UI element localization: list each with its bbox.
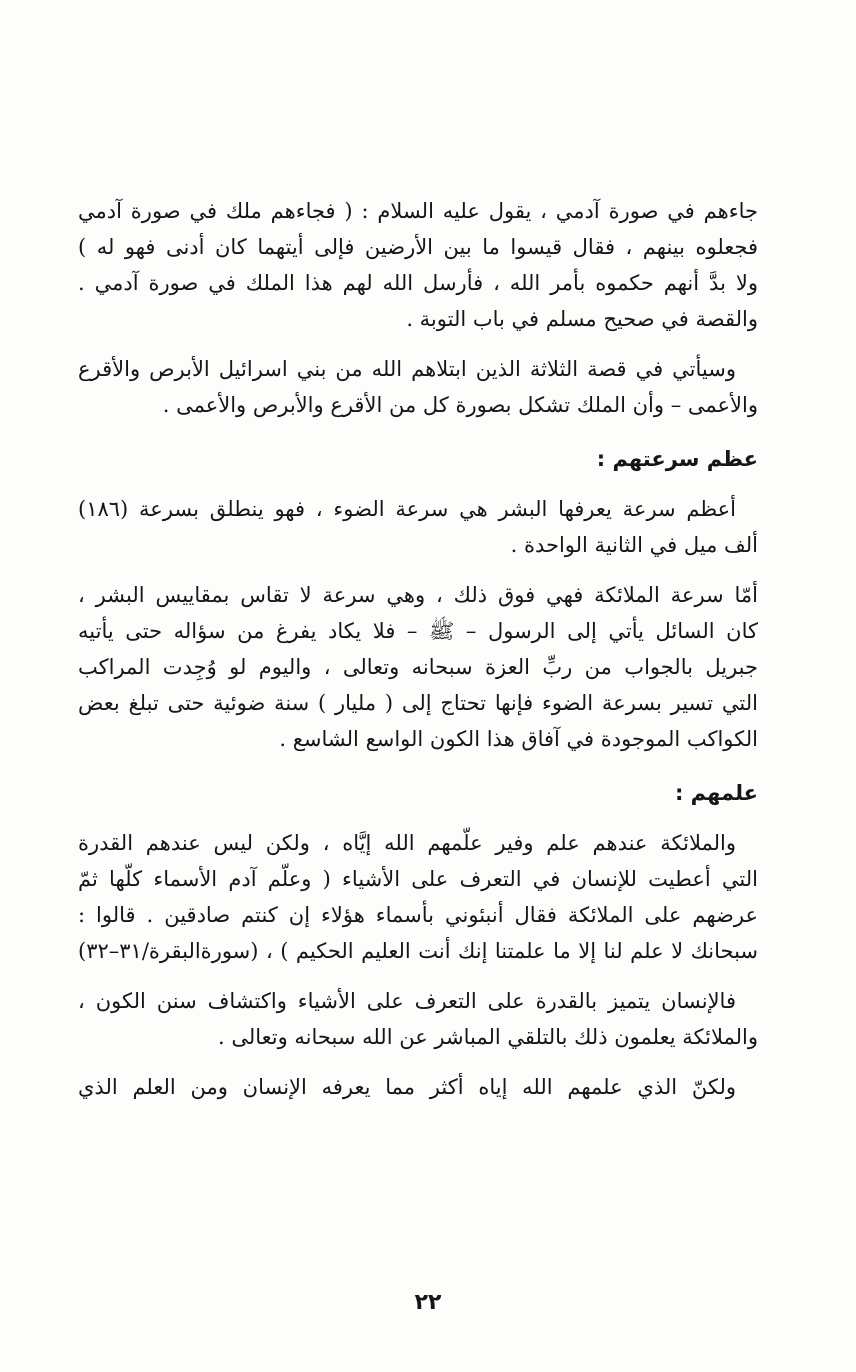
text-line: ولكنّ الذي علمهم الله إياه أكثر مما يعرفه الإنسان ومن العلم الذي (78, 1075, 736, 1099)
paragraph-light-speed (78, 491, 758, 563)
text-line: فالإنسان يتميز بالقدرة على التعرف على الأشياء واكتشاف سنن الكون ، (78, 989, 736, 1013)
text-line: كان السائل يأتي إلى الرسول – ﷺ – فلا يكاد يفرغ من سؤاله حتى يأتيه (78, 619, 758, 643)
text-line: وسيأتي في قصة الثلاثة الذين ابتلاهم الله من بني اسرائيل الأبرص والأقرع (78, 357, 736, 381)
text-line: ولا بدَّ أنهم حكموه بأمر الله ، فأرسل الله لهم هذا الملك في صورة آدمي . (78, 271, 758, 295)
text-line: والملائكة يعلمون ذلك بالتلقي المباشر عن الله سبحانه وتعالى . (217, 1025, 758, 1049)
paragraph-angels-knowledge (78, 825, 758, 969)
text-line: والملائكة عندهم علم وفير علّمهم الله إيَّاه ، ولكن ليس عندهم القدرة (78, 831, 736, 855)
text-line: جاءهم في صورة آدمي ، يقول عليه السلام : ( فجاءهم ملك في صورة آدمي (78, 199, 758, 223)
section-heading-speed: عظم سرعتهم : (596, 447, 758, 471)
text-line: عرضهم على الملائكة فقال أنبئوني بأسماء هؤلاء إن كنتم صادقين . قالوا : (78, 903, 758, 927)
page-body (78, 193, 758, 1119)
paragraph-continues (78, 1069, 758, 1105)
text-line: أمّا سرعة الملائكة فهي فوق ذلك ، وهي سرعة لا تقاس بمقاييس البشر ، (78, 583, 758, 607)
text-line: الكواكب الموجودة في آفاق هذا الكون الواسع الشاسع . (279, 727, 758, 751)
paragraph-angels-speed (78, 577, 758, 757)
text-line: فجعلوه بينهم ، فقال قيسوا ما بين الأرضين فإلى أيتهما كان أدنى فهو له ) (78, 235, 758, 259)
text-line: جبريل بالجواب من ربِّ العزة سبحانه وتعالى ، واليوم لو وُجِدت المراكب (78, 655, 758, 679)
text-line: سبحانك لا علم لنا إلا ما علمتنا إنك أنت العليم الحكيم ) ، (سورةالبقرة/٣١–٣٢) (78, 939, 758, 963)
text-line: والقصة في صحيح مسلم في باب التوبة . (406, 307, 758, 331)
text-line: التي أعطيت للإنسان في التعرف على الأشياء ( وعلّم آدم الأسماء كلّها ثمّ (78, 867, 758, 891)
paragraph-story-angel (78, 193, 758, 337)
paragraph-human-discovery (78, 983, 758, 1055)
paragraph-three-men (78, 351, 758, 423)
text-line: التي تسير بسرعة الضوء فإنها تحتاج إلى ( مليار ) سنة ضوئية حتى تبلغ بعض (78, 691, 758, 715)
text-line: والأعمى – وأن الملك تشكل بصورة كل من الأقرع والأبرص والأعمى . (162, 393, 758, 417)
section-heading-knowledge: علمهم : (674, 781, 758, 805)
text-line: أعظم سرعة يعرفها البشر هي سرعة الضوء ، فهو ينطلق بسرعة (١٨٦) (78, 497, 736, 521)
text-line: ألف ميل في الثانية الواحدة . (510, 533, 758, 557)
page-number: ٢٢ (414, 1290, 442, 1315)
